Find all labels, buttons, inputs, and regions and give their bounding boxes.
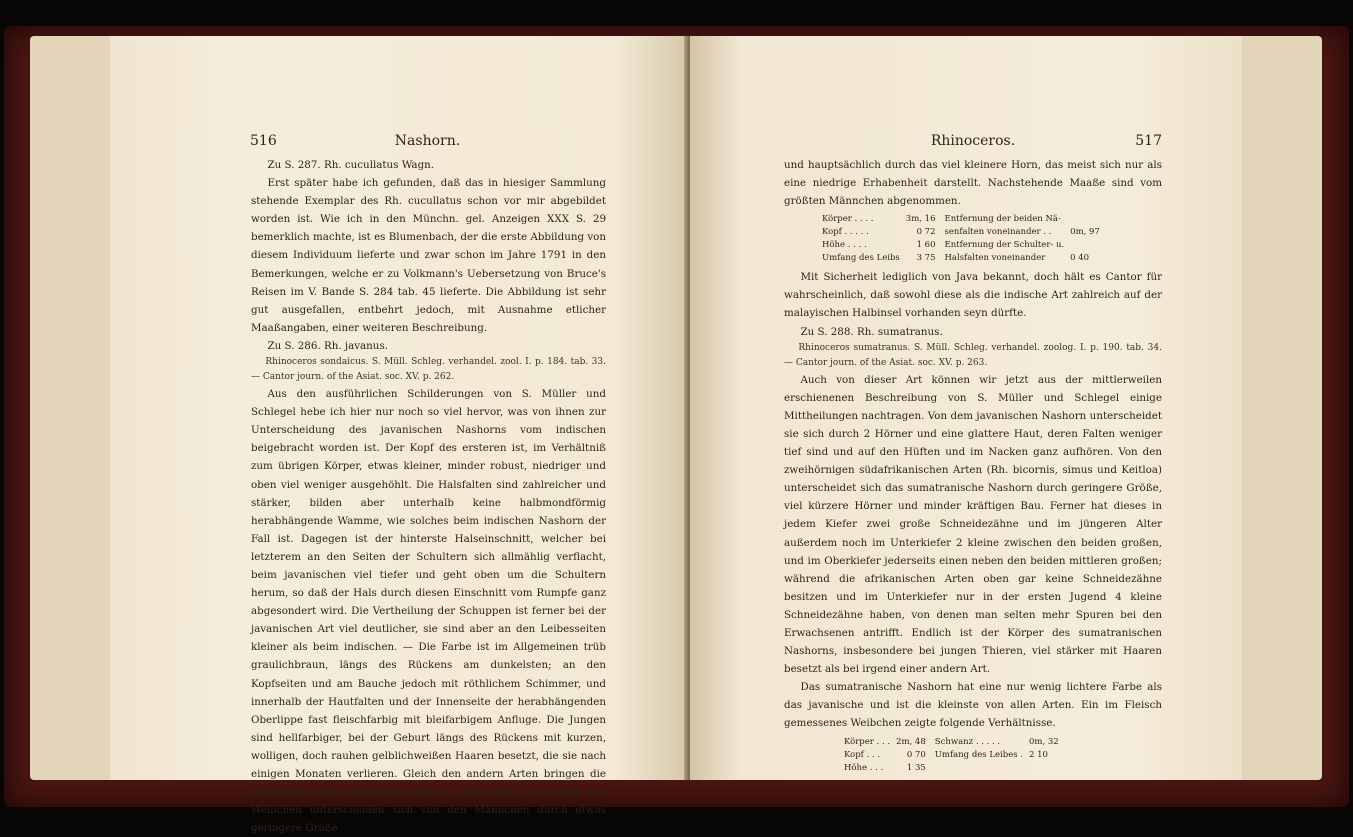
section-heading: Zu S. 288. Rh. sumatranus. (800, 325, 943, 338)
paragraph: Aus den ausführlichen Schilderungen von S. Müller und Schlegel hebe ich hier nur noch so viel hervor, was von ihnen zur Unterscheidung des javanischen Nashorns vom indischen beigebracht worden ist. Der Kopf des ersteren ist, im Verhältniß zum übrigen Körper, etwas kleiner, minder robust, niedriger und oben viel weniger ausgehöhlt. Die Halsfalten sind zahlreicher und stärker, bilden aber unterhalb keine halbmondförmig herabhängende Wamme, wie solches beim indischen Nashorn der Fall ist. Dagegen ist der hinterste Halseinschnitt, welcher bei letzterem an den Seiten der Schultern sich allmählig verflacht, beim javanischen viel tiefer und geht oben um die Schultern herum, so daß der Hals durch diesen Einschnitt vom Rumpfe ganz abgesondert wird. Die Vertheilung der Schuppen ist ferner bei der javanischen Art viel deutlicher, sie sind aber an den Leibesseiten kleiner als beim indischen. — Die Farbe ist im Allgemeinen trüb graulichbraun, längs des Rückens am dunkelsten; an den Kopfseiten und am Bauche jedoch mit röthlichem Schimmer, und innerhalb der Hautfalten und der Innenseite der herabhängenden Oberlippe fast fleischfarbig mit bleifarbigem Anfluge. Die Jungen sind hellfarbiger, bei der Geburt längs des Rückens mit kurzen, wolligen, doch rauhen gelblichweißen Haaren besetzt, die sie nach einigen Monaten verlieren. Gleich den andern Arten bringen die Jungen die eigenthümlichen Hautfalten schon mit auf die Welt. Die Weibchen unterscheiden sich von den Männchen durch etwas geringere Größe (251, 388, 606, 835)
table-row: Kopf . . . . . 0 72 senfalten voneinander . . 0m, 97 (822, 227, 1100, 238)
page-edges-left (30, 36, 116, 780)
paragraph: Das sumatranische Nashorn hat eine nur wenig lichtere Farbe als das javanische und ist die kleinste von allen Arten. Ein im Fleisch gemessenes Weibchen zeigte folgende Verhältnisse. (784, 681, 1162, 730)
paragraph: Erst später habe ich gefunden, daß das in hiesiger Sammlung stehende Exemplar des Rh. cucullatus schon vor mir abgebildet worden ist. Wie ich in den Münchn. gel. Anzeigen XXX S. 29 bemerklich machte, ist es Blumenbach, der die erste Abbildung von diesem Individuum lieferte und zwar schon im Jahre 1791 in den Bemerkungen, welche er zu Volkmann's Uebersetzung von Bruce's Reisen im V. Bande S. 284 tab. 45 lieferte. Die Abbildung ist sehr gut ausgefallen, entbehrt jedoch, mit Ausnahme etlicher Maaßangaben, einer weiteren Beschreibung. (251, 177, 606, 334)
measure-table-1 (822, 213, 1106, 265)
table-row: Höhe . . . 1 35 (844, 762, 926, 773)
paragraph: und hauptsächlich durch das viel kleinere Horn, das meist sich nur als eine niedrige Erhabenheit darstellt. Nachstehende Maaße sind vom größten Männchen abgenommen. (784, 159, 1162, 208)
reference: Rhinoceros sumatranus. S. Müll. Schleg. verhandel. zoolog. I. p. 190. tab. 34. — Cantor journ. of the Asiat. soc. XV. p. 263. (784, 342, 1162, 368)
right-page (690, 36, 1242, 780)
left-header (250, 133, 605, 153)
right-text (784, 156, 1162, 778)
left-page (110, 36, 687, 835)
section-heading: Zu S. 287. Rh. cucullatus Wagn. (267, 159, 435, 171)
reference: Rhinoceros sondaicus. S. Müll. Schleg. verhandel. zool. I. p. 184. tab. 33. — Cantor journ. of the Asiat. soc. XV. p. 262. (251, 357, 606, 383)
right-running-head: Rhinoceros. (930, 133, 1016, 149)
left-running-head: Nashorn. (394, 133, 461, 149)
table-row: Körper . . . . 3m, 16 Entfernung der beiden Nä- (822, 214, 1061, 225)
section-heading: Zu S. 286. Rh. javanus. (267, 339, 388, 352)
measure-table-2 (844, 736, 1065, 775)
left-text (251, 156, 606, 837)
table-row: Umfang des Leibs 3 75 Halsfalten voneinander 0 40 (822, 253, 1090, 264)
paragraph: Mit Sicherheit lediglich von Java bekannt, doch hält es Cantor für wahrscheinlich, daß sowohl diese als die indische Art zahlreich auf der malayischen Halbinsel vorhanden seyn dürfte. (784, 271, 1162, 320)
table-row: Körper . . . 2m, 48 Schwanz . . . . . 0m, 32 (844, 736, 1059, 747)
page-edges-right (1238, 36, 1322, 780)
right-page-number: 517 (1135, 133, 1162, 149)
right-header (784, 133, 1162, 153)
left-page-number: 516 (250, 133, 277, 149)
table-row: Höhe . . . . 1 60 Entfernung der Schulter- u. (822, 240, 1065, 251)
table-row: Kopf . . . 0 70 Umfang des Leibes . 2 10 (844, 749, 1048, 760)
paragraph: Auch von dieser Art können wir jetzt aus der mittlerweilen erschienenen Beschreibung von S. Müller und Schlegel einige Mittheilungen nachtragen. Von dem javanischen Nashorn unterscheidet sie sich durch 2 Hörner und eine glattere Haut, deren Falten weniger tief sind und auf den Hüften und im Nacken ganz aufhören. Von den zweihörnigen südafrikanischen Arten (Rh. bicornis, simus und Keitloa) unterscheidet sich das sumatranische Nashorn durch geringere Größe, viel kürzere Hörner und minder kräftigen Bau. Ferner hat dieses in jedem Kiefer zwei große Schneidezähne und im jüngeren Alter außerdem noch im Unterkiefer 2 kleine zwischen den beiden großen, und im Oberkiefer jederseits einen neben den beiden mittleren großen; während die afrikanischen Arten oben gar keine Schneidezähne besitzen und im Unterkiefer nur in der ersten Jugend 4 kleine Schneidezähne haben, von denen man selten mehr Spuren bei den Erwachsenen antrifft. Endlich ist der Körper des sumatranischen Nashorns, insbesondere bei jungen Thieren, viel stärker mit Haaren besetzt als bei irgend einer andern Art. (784, 373, 1162, 676)
